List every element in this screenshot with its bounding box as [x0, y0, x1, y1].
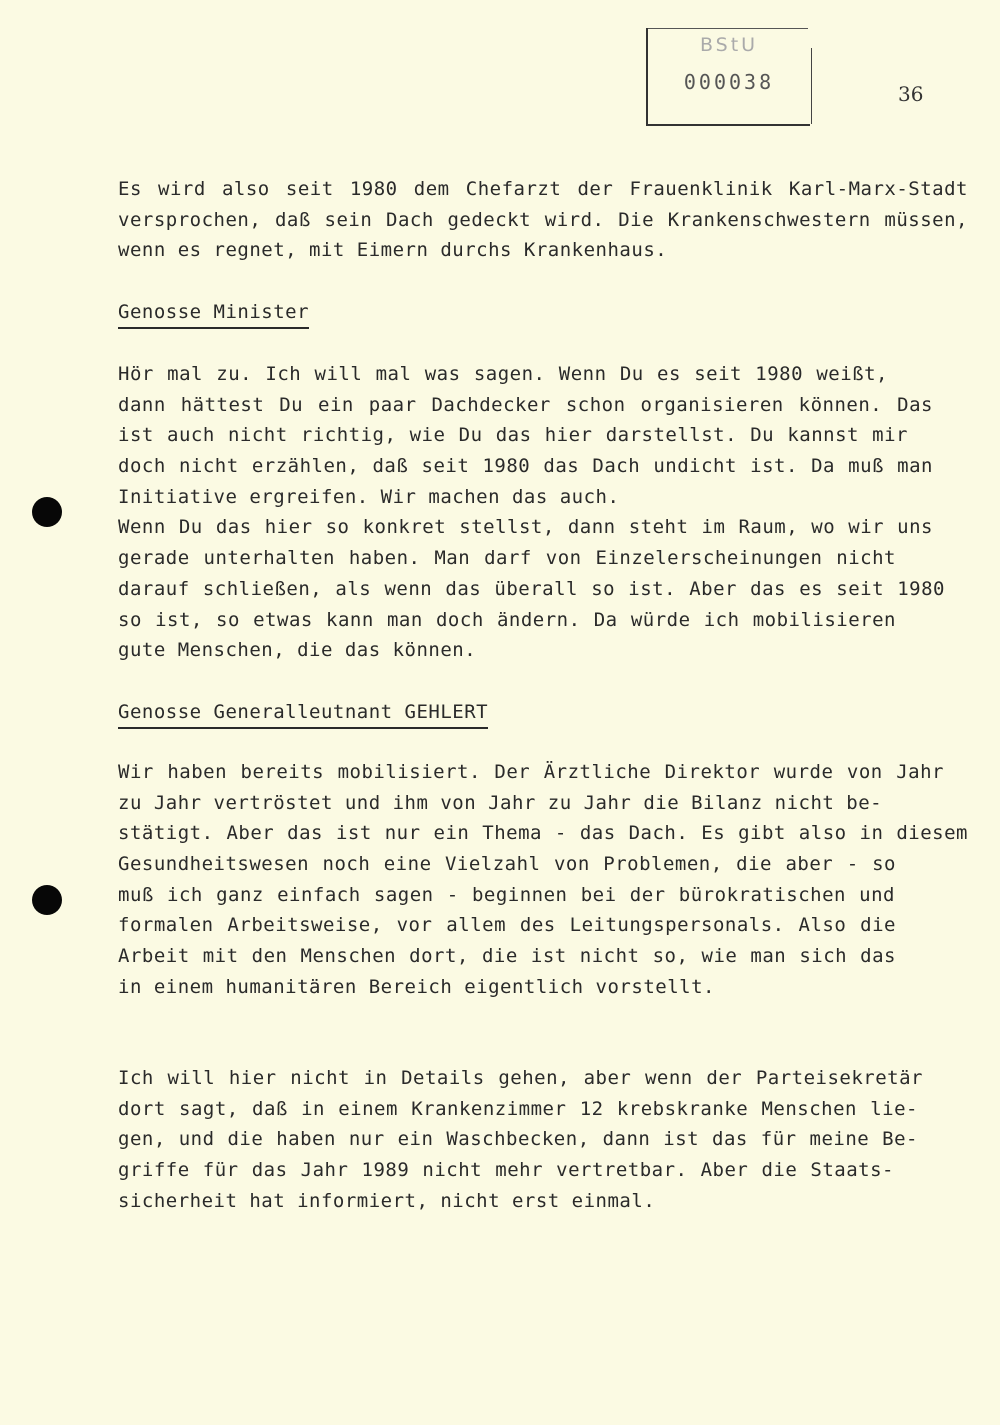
speaker-heading-gehlert: Genosse Generalleutnant GEHLERT — [118, 697, 488, 729]
text-line: griffe für das Jahr 1989 nicht mehr vertretbar. Aber die Staats- — [118, 1159, 894, 1182]
text-line: gerade unterhalten haben. Man darf von Einzelerscheinungen nicht — [118, 547, 896, 570]
text-line: ist auch nicht richtig, wie Du das hier darstellst. Du kannst mir — [118, 424, 908, 447]
text-line: darauf schließen, als wenn das überall so ist. Aber das es seit 1980 — [118, 577, 945, 600]
punch-hole-upper — [32, 497, 62, 527]
archive-stamp — [646, 28, 810, 126]
text-line: gen, und die haben nur ein Waschbecken, dann ist das für meine Be- — [118, 1128, 918, 1151]
speaker-heading-minister: Genosse Minister — [118, 297, 309, 329]
text-line: Hör mal zu. Ich will mal was sagen. Wenn Du es seit 1980 weißt, — [118, 363, 888, 385]
text-line: wenn es regnet, mit Eimern durchs Krankenhaus. — [118, 239, 668, 262]
paragraph-details — [118, 1063, 923, 1216]
text-line: muß ich ganz einfach sagen - beginnen bei der bürokratischen und — [118, 883, 895, 906]
paragraph-chefarzt — [118, 174, 968, 266]
text-line: dann hättest Du ein paar Dachdecker schon organisieren können. Das — [118, 393, 933, 416]
paragraph-minister-speech — [118, 359, 945, 666]
text-line: stätigt. Aber das ist nur ein Thema - das Dach. Es gibt also in diesem — [118, 822, 968, 845]
text-line: dort sagt, daß in einem Krankenzimmer 12 krebskranke Menschen lie- — [118, 1097, 918, 1120]
stamp-agency-text: BStU — [699, 34, 759, 56]
text-line: Initiative ergreifen. Wir machen das auch. — [118, 485, 620, 508]
text-line: versprochen, daß sein Dach gedeckt wird. Die Krankenschwestern müssen, — [118, 208, 968, 231]
text-line: Wenn Du das hier so konkret stellst, dann steht im Raum, wo wir uns — [118, 516, 933, 539]
punch-hole-lower — [32, 885, 62, 915]
text-line: in einem humanitären Bereich eigentlich vorstellt. — [118, 975, 715, 998]
text-line: Ich will hier nicht in Details gehen, aber wenn der Parteisekretär — [118, 1067, 923, 1089]
text-line: Es wird also seit 1980 dem Chefarzt der Frauenklinik Karl-Marx-Stadt — [118, 178, 968, 200]
text-line: formalen Arbeitsweise, vor allem des Leitungspersonals. Also die — [118, 914, 896, 937]
stamp-document-number: 000038 — [683, 70, 775, 94]
paragraph-gehlert-speech — [118, 757, 968, 1003]
text-line: zu Jahr vertröstet und ihm von Jahr zu Jahr die Bilanz nicht be- — [118, 791, 883, 814]
text-line: Arbeit mit den Menschen dort, die ist nicht so, wie man sich das — [118, 945, 896, 968]
text-line: so ist, so etwas kann man doch ändern. Da würde ich mobilisieren — [118, 608, 896, 631]
text-line: Wir haben bereits mobilisiert. Der Ärztliche Direktor wurde von Jahr — [118, 761, 944, 783]
page-number: 36 — [898, 82, 924, 106]
text-line: gute Menschen, die das können. — [118, 639, 477, 662]
text-line: sicherheit hat informiert, nicht erst einmal. — [118, 1189, 656, 1212]
text-line: doch nicht erzählen, daß seit 1980 das Dach undicht ist. Da muß man — [118, 455, 933, 478]
text-line: Gesundheitswesen noch eine Vielzahl von Problemen, die aber - so — [118, 853, 896, 876]
